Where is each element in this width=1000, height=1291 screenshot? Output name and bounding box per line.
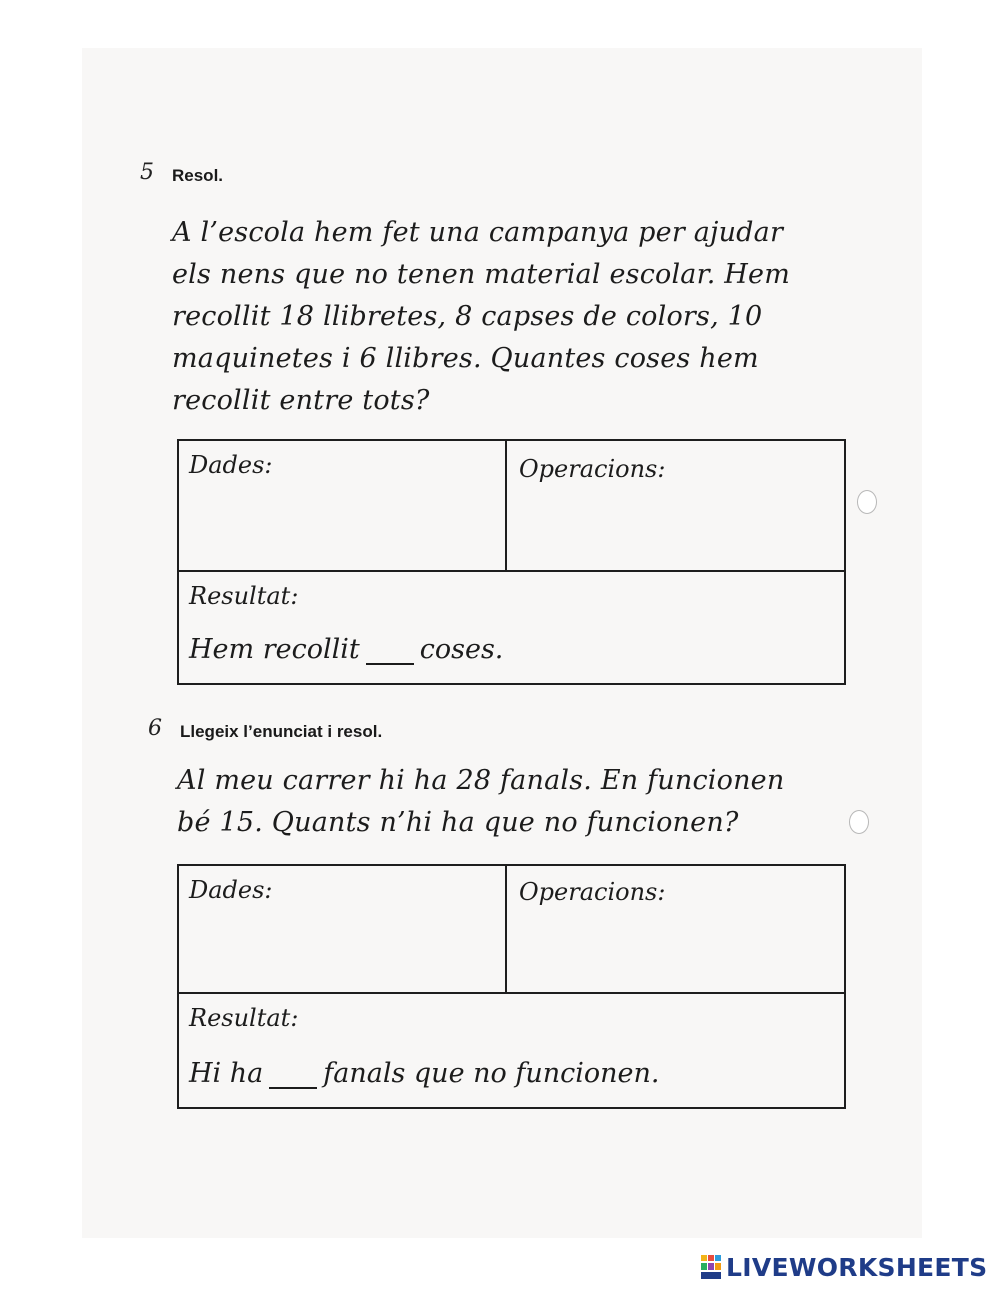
logo-text: LIVEWORKSHEETS [726,1252,988,1282]
exercise-5-answer-box [177,439,846,685]
result-cell [179,572,844,683]
result-sentence [189,634,503,665]
data-label: Dades: [189,876,273,904]
punch-hole-icon [857,490,877,514]
liveworksheets-logo[interactable] [700,1252,987,1282]
problem-line: recollit 18 llibretes, 8 capses de colors, 10 [172,301,763,332]
operations-cell[interactable] [507,441,844,572]
result-label: Resultat: [189,1004,299,1032]
data-label: Dades: [189,451,273,479]
answer-blank-input[interactable] [366,639,414,665]
operations-label: Operacions: [519,878,666,906]
result-label: Resultat: [189,582,299,610]
exercise-5-problem [172,212,790,422]
exercise-6-number: 6 [148,716,162,741]
operations-label: Operacions: [519,455,666,483]
result-text-after: fanals que no funcionen. [323,1058,660,1089]
problem-line: recollit entre tots? [172,385,430,416]
operations-cell[interactable] [507,866,844,994]
problem-line: maquinetes i 6 llibres. Quantes coses hem [172,343,759,374]
exercise-5-title: Resol. [172,166,224,185]
result-sentence [189,1058,659,1089]
punch-hole-icon [849,810,869,834]
exercise-6-answer-box [177,864,846,1109]
liveworksheets-mark-icon [700,1254,722,1280]
exercise-6-problem [177,760,784,844]
exercise-6-title: Llegeix l’enunciat i resol. [180,722,383,741]
data-cell[interactable] [179,441,507,572]
result-text-after: coses. [419,634,504,665]
problem-line: Al meu carrer hi ha 28 fanals. En funcionen [177,765,785,796]
problem-line: bé 15. Quants n’hi ha que no funcionen? [177,807,739,838]
problem-line: A l’escola hem fet una campanya per ajudar [172,217,784,248]
data-cell[interactable] [179,866,507,994]
exercise-5-number: 5 [140,160,154,185]
answer-blank-input[interactable] [269,1063,317,1089]
result-text-before: Hem recollit [189,634,360,665]
result-text-before: Hi ha [189,1058,264,1089]
result-cell [179,994,844,1107]
problem-line: els nens que no tenen material escolar. Hem [172,259,791,290]
